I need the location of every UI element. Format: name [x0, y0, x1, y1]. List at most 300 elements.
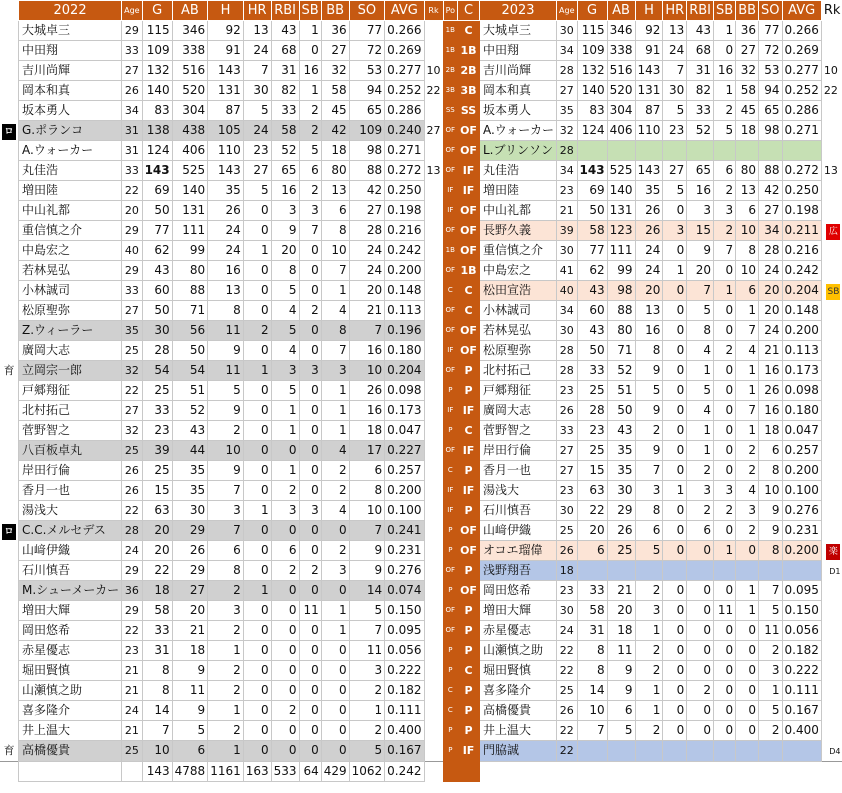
rank-2023 [821, 601, 842, 621]
stat-2022: 36 [321, 21, 349, 41]
stat-2022: 0.100 [385, 501, 424, 521]
stat-2023: 0 [687, 541, 714, 561]
stat-2023: 140 [577, 81, 607, 101]
stat-2023 [663, 741, 687, 762]
position-2022: IF [443, 341, 458, 361]
rank-2023 [821, 341, 842, 361]
player-name-2022: Z.ウィーラー [19, 321, 122, 341]
stat-2023: 0 [663, 601, 687, 621]
stat-2022: 0.204 [385, 361, 424, 381]
stat-2022: 0 [243, 421, 271, 441]
stat-2022: 0.231 [385, 541, 424, 561]
position-2023: OF [458, 221, 480, 241]
stat-2023: 6 [736, 201, 759, 221]
stat-2022: 69 [142, 181, 172, 201]
player-name-2022: 北村拓己 [19, 401, 122, 421]
stat-2023: 0 [663, 421, 687, 441]
stat-2022: 21 [172, 621, 208, 641]
player-name-2023: 吉川尚輝 [479, 61, 556, 81]
stat-2023: 520 [607, 81, 635, 101]
stat-2022: 51 [172, 381, 208, 401]
age-2022: 28 [122, 521, 142, 541]
stat-2023: 8 [577, 661, 607, 681]
rank-2022 [424, 641, 443, 661]
stat-2022: 2 [208, 621, 244, 641]
stat-2022: 0 [271, 741, 299, 762]
stat-2023: 24 [663, 41, 687, 61]
stat-2022: 0 [243, 541, 271, 561]
stat-2022: 71 [172, 301, 208, 321]
age-2022: 26 [122, 81, 142, 101]
side-mark [0, 681, 19, 701]
stat-2022: 16 [349, 341, 385, 361]
stat-2023 [759, 561, 782, 581]
stat-2022: 0 [243, 401, 271, 421]
stat-2023: 0.252 [782, 81, 821, 101]
position-2022: IF [443, 501, 458, 521]
stat-2022: 0 [243, 681, 271, 701]
stat-2023: 45 [736, 101, 759, 121]
stat-2023: 50 [577, 201, 607, 221]
rank-2023 [821, 21, 842, 41]
stat-2022: 3 [271, 361, 299, 381]
stat-2023 [714, 561, 736, 581]
stat-2022: 92 [208, 21, 244, 41]
stat-2022: 8 [321, 221, 349, 241]
stat-2023: 18 [736, 121, 759, 141]
player-name-2022: 松原聖弥 [19, 301, 122, 321]
stat-2022: 0.276 [385, 561, 424, 581]
position-2023: OF [458, 541, 480, 561]
position-2023: IF [458, 161, 480, 181]
stat-2022: 438 [172, 121, 208, 141]
stat-2023: 1 [714, 281, 736, 301]
player-name-2022: 戸郷翔征 [19, 381, 122, 401]
rank-2023 [821, 41, 842, 61]
stat-2023: 516 [607, 61, 635, 81]
stat-2023: 7 [687, 281, 714, 301]
stat-2022: 31 [271, 61, 299, 81]
rank-2022 [424, 601, 443, 621]
stat-2023: 0 [687, 701, 714, 721]
rank-2023 [821, 681, 842, 701]
position-2022: C [443, 681, 458, 701]
player-name-2023: 赤星優志 [479, 621, 556, 641]
rank-2022 [424, 561, 443, 581]
stat-2023: 0 [663, 301, 687, 321]
side-mark [0, 721, 19, 741]
total-value: 533 [271, 761, 299, 781]
stat-2022: 3 [271, 201, 299, 221]
position-2023: C [458, 421, 480, 441]
stat-2023: 140 [607, 181, 635, 201]
rank-2023 [821, 701, 842, 721]
stat-2023: 1 [736, 601, 759, 621]
stat-2022: 0 [299, 321, 321, 341]
rank-2022: 10 [426, 64, 441, 77]
player-name-2022: 岸田行倫 [19, 461, 122, 481]
stat-2023: 1 [663, 481, 687, 501]
stat-2022: 0 [243, 561, 271, 581]
stat-2022: 22 [142, 561, 172, 581]
stat-2023: 0.250 [782, 181, 821, 201]
stat-2023: 92 [635, 21, 663, 41]
stat-2022: 3 [208, 501, 244, 521]
stat-2022: 1 [208, 741, 244, 762]
stat-2022: 6 [172, 741, 208, 762]
player-name-2022: 堀田賢慎 [19, 661, 122, 681]
rank-2022 [424, 261, 443, 281]
stat-2023: 132 [577, 61, 607, 81]
stat-2023: 3 [759, 661, 782, 681]
stat-2022: 3 [299, 501, 321, 521]
player-name-2023: 戸郷翔征 [479, 381, 556, 401]
stat-2022: 7 [349, 521, 385, 541]
stat-2023: 0 [663, 321, 687, 341]
stat-2023: 21 [607, 581, 635, 601]
stat-2022: 9 [172, 661, 208, 681]
side-mark [0, 341, 19, 361]
stat-2023 [577, 561, 607, 581]
rank-2022: 22 [426, 84, 441, 97]
stat-2022: 5 [349, 741, 385, 762]
stat-2023: 6 [607, 701, 635, 721]
stat-2023: 0 [663, 621, 687, 641]
player-name-2023: 堀田賢慎 [479, 661, 556, 681]
position-2022: 1B [443, 41, 458, 61]
side-mark [0, 101, 19, 121]
stat-2022: 18 [349, 421, 385, 441]
stat-2023: 58 [577, 221, 607, 241]
stat-2022: 80 [172, 261, 208, 281]
stat-2023: 3 [663, 221, 687, 241]
position-2022: OF [443, 141, 458, 161]
stat-2022: 0 [271, 581, 299, 601]
stat-2023: 31 [577, 621, 607, 641]
stat-2022: 2 [271, 701, 299, 721]
stat-2023: 304 [607, 101, 635, 121]
stat-2023: 14 [577, 681, 607, 701]
rank-2022 [424, 201, 443, 221]
position-2023: OF [458, 581, 480, 601]
stat-2023: 0.167 [782, 701, 821, 721]
stat-2022: 54 [142, 361, 172, 381]
stat-2022: 143 [208, 61, 244, 81]
stat-2023: 0 [663, 501, 687, 521]
stat-2022: 0 [271, 661, 299, 681]
stat-2023: 0.242 [782, 261, 821, 281]
table-row [0, 321, 842, 341]
stat-2022: 0 [299, 41, 321, 61]
stat-2022: 18 [142, 581, 172, 601]
rank-2023 [821, 361, 842, 381]
stat-2023: 2 [687, 681, 714, 701]
stat-2023: 13 [635, 301, 663, 321]
age-header: Age [122, 1, 142, 21]
stat-2023: 1 [687, 421, 714, 441]
age-2022: 24 [122, 701, 142, 721]
stat-2022: 2 [299, 121, 321, 141]
stat-2023: 109 [577, 41, 607, 61]
stat-2023: 0.400 [782, 721, 821, 741]
stat-2022: 0 [299, 261, 321, 281]
stat-2023: 0 [736, 701, 759, 721]
stat-2022: 52 [172, 401, 208, 421]
stat-2022: 43 [142, 261, 172, 281]
side-mark [0, 121, 19, 141]
age-2022: 32 [122, 421, 142, 441]
stat-2023: 0.200 [782, 461, 821, 481]
position-2023: IF [458, 441, 480, 461]
total-value: 64 [299, 761, 321, 781]
stat-2023: 0.269 [782, 41, 821, 61]
stat-2023: 50 [577, 341, 607, 361]
age-2022: 29 [122, 261, 142, 281]
stat-2022: 7 [321, 261, 349, 281]
stat-2022: 0 [243, 341, 271, 361]
age-2023: 34 [557, 161, 577, 181]
player-name-2023: A.ウォーカー [479, 121, 556, 141]
stat-2023: 338 [607, 41, 635, 61]
side-mark [0, 261, 19, 281]
stat-2023: 0 [736, 681, 759, 701]
stat-2023: 3 [687, 201, 714, 221]
position-2023: SS [458, 101, 480, 121]
stat-2022: 0 [299, 401, 321, 421]
stat-2023: 5 [663, 181, 687, 201]
stat-2022: 1 [208, 641, 244, 661]
stat-2022: 15 [142, 481, 172, 501]
rank-2022 [424, 181, 443, 201]
stat-2023: 131 [635, 81, 663, 101]
stat-2023: 99 [607, 261, 635, 281]
stat-2023 [759, 741, 782, 762]
pos-header: C [458, 1, 480, 21]
position-2022: OF [443, 621, 458, 641]
col-header-bb: BB [736, 1, 759, 21]
stat-2022: 35 [172, 461, 208, 481]
spacer [557, 761, 577, 781]
side-mark [0, 661, 19, 681]
stat-2023: 5 [687, 381, 714, 401]
position-2023: P [458, 641, 480, 661]
stat-2022: 7 [321, 341, 349, 361]
stat-2022: 1 [271, 461, 299, 481]
rank-2022 [424, 581, 443, 601]
stat-2022: 525 [172, 161, 208, 181]
age-2022: 31 [122, 121, 142, 141]
roster-mark: 育 [3, 744, 15, 757]
spacer [607, 761, 635, 781]
position-2022: P [443, 581, 458, 601]
position-2023: IF [458, 401, 480, 421]
stat-2022: 2 [299, 181, 321, 201]
stat-2023: 2 [736, 461, 759, 481]
table-row [0, 721, 842, 741]
stat-2022: 29 [172, 521, 208, 541]
spacer [0, 1, 19, 21]
position-2023: C [458, 301, 480, 321]
roster-mark: ロ [2, 524, 16, 540]
stat-2023: 0.180 [782, 401, 821, 421]
stat-2022: 3 [321, 561, 349, 581]
table-row [0, 521, 842, 541]
year-2022-header: 2022 [19, 1, 122, 21]
age-2022: 20 [122, 201, 142, 221]
stat-2022: 65 [349, 101, 385, 121]
position-2022: P [443, 741, 458, 762]
stat-2022: 1 [321, 281, 349, 301]
stat-2023: 53 [759, 61, 782, 81]
stat-2023: 0 [663, 381, 687, 401]
age-2022: 29 [122, 561, 142, 581]
stat-2022: 10 [349, 361, 385, 381]
col-header-avg: AVG [782, 1, 821, 21]
stat-2023: 0 [736, 661, 759, 681]
player-name-2023: 浅野翔吾 [479, 561, 556, 581]
position-2022: OF [443, 601, 458, 621]
stat-2022: 50 [172, 341, 208, 361]
rank-2023 [821, 481, 842, 501]
stat-2022: 98 [349, 141, 385, 161]
stat-2022: 140 [142, 81, 172, 101]
stat-2023: 42 [759, 181, 782, 201]
player-name-2022: 増田大輝 [19, 601, 122, 621]
stat-2023: 0 [714, 621, 736, 641]
stat-2022: 88 [349, 161, 385, 181]
rank-2023 [821, 181, 842, 201]
stat-2022: 56 [172, 321, 208, 341]
rank-2022 [424, 241, 443, 261]
stat-2023: 143 [635, 61, 663, 81]
stat-2022: 2 [208, 421, 244, 441]
stat-2023: 0.150 [782, 601, 821, 621]
stat-2022: 33 [142, 401, 172, 421]
stat-2023: 0 [663, 281, 687, 301]
stat-2023: 24 [635, 241, 663, 261]
stat-2023: 0 [687, 641, 714, 661]
stat-2023: 7 [736, 321, 759, 341]
stat-2023: 2 [635, 721, 663, 741]
stat-2023: 24 [635, 261, 663, 281]
stat-2023: 4 [736, 341, 759, 361]
player-name-2023: 喜多隆介 [479, 681, 556, 701]
stat-2023: 36 [736, 21, 759, 41]
rank-2022 [424, 361, 443, 381]
stat-2022: 0 [321, 581, 349, 601]
stat-2022: 8 [208, 301, 244, 321]
stat-2022: 7 [349, 321, 385, 341]
stat-2022: 0.148 [385, 281, 424, 301]
stat-2023: 91 [635, 41, 663, 61]
position-2022: P [443, 521, 458, 541]
stat-2022: 5 [243, 181, 271, 201]
stat-2022: 0 [321, 641, 349, 661]
age-2023: 30 [557, 501, 577, 521]
stat-2023: 26 [635, 221, 663, 241]
player-name-2023: 門脇誠 [479, 741, 556, 762]
table-row [0, 441, 842, 461]
rank-2023: 13 [823, 164, 838, 177]
table-row [0, 621, 842, 641]
player-name-2023: 井上温大 [479, 721, 556, 741]
stat-2023: 58 [577, 601, 607, 621]
spacer [821, 761, 842, 781]
stat-2023 [607, 741, 635, 762]
side-mark [0, 521, 19, 541]
position-2022: OF [443, 121, 458, 141]
stat-2022: 9 [271, 221, 299, 241]
age-2022: 24 [122, 541, 142, 561]
col-header-g: G [142, 1, 172, 21]
stat-2022: 5 [271, 281, 299, 301]
stat-2022: 27 [321, 41, 349, 61]
player-name-2022: 高橋優貴 [19, 741, 122, 762]
stat-2022: 516 [172, 61, 208, 81]
age-2022: 21 [122, 661, 142, 681]
stat-2023: 9 [759, 501, 782, 521]
stat-2023: 0 [663, 401, 687, 421]
position-2023: P [458, 601, 480, 621]
stat-2023: 3 [687, 481, 714, 501]
stat-2023: 20 [607, 601, 635, 621]
table-row [0, 61, 842, 81]
stat-2023: 7 [635, 461, 663, 481]
stat-2022: 1 [321, 621, 349, 641]
stat-2022: 1 [299, 21, 321, 41]
player-name-2023: 岸田行倫 [479, 441, 556, 461]
stat-2023: 20 [759, 281, 782, 301]
stat-2023: 98 [759, 121, 782, 141]
stat-2023: 0.113 [782, 341, 821, 361]
table-row [0, 481, 842, 501]
player-name-2022: 湯浅大 [19, 501, 122, 521]
player-name-2023: 中田翔 [479, 41, 556, 61]
stat-2022: 43 [172, 421, 208, 441]
age-2023: 30 [557, 241, 577, 261]
position-2023: C [458, 661, 480, 681]
stat-2022: 11 [349, 641, 385, 661]
stat-2023: 2 [759, 641, 782, 661]
age-2023: 27 [557, 81, 577, 101]
player-name-2023: L.ブリンソン [479, 141, 556, 161]
age-2022: 25 [122, 441, 142, 461]
stat-2022: 140 [172, 181, 208, 201]
stat-2022: 9 [208, 461, 244, 481]
stat-2022: 9 [172, 701, 208, 721]
position-2023: IF [458, 181, 480, 201]
stat-2022: 20 [271, 241, 299, 261]
stat-2023: 0 [714, 581, 736, 601]
age-header: Age [557, 1, 577, 21]
player-name-2022: 赤星優志 [19, 641, 122, 661]
stat-2023: 115 [577, 21, 607, 41]
stat-2023: 9 [635, 401, 663, 421]
stat-2022: 1 [271, 421, 299, 441]
age-2022: 29 [122, 221, 142, 241]
age-2023: 33 [557, 421, 577, 441]
side-mark [0, 621, 19, 641]
stat-2023: 18 [607, 621, 635, 641]
stat-2022: 1 [243, 241, 271, 261]
stat-2022: 2 [299, 561, 321, 581]
age-2022: 21 [122, 681, 142, 701]
stat-2022: 18 [321, 141, 349, 161]
stat-2022: 83 [142, 101, 172, 121]
stat-2022: 406 [172, 141, 208, 161]
stat-2022: 2 [321, 461, 349, 481]
stat-2022: 8 [142, 681, 172, 701]
